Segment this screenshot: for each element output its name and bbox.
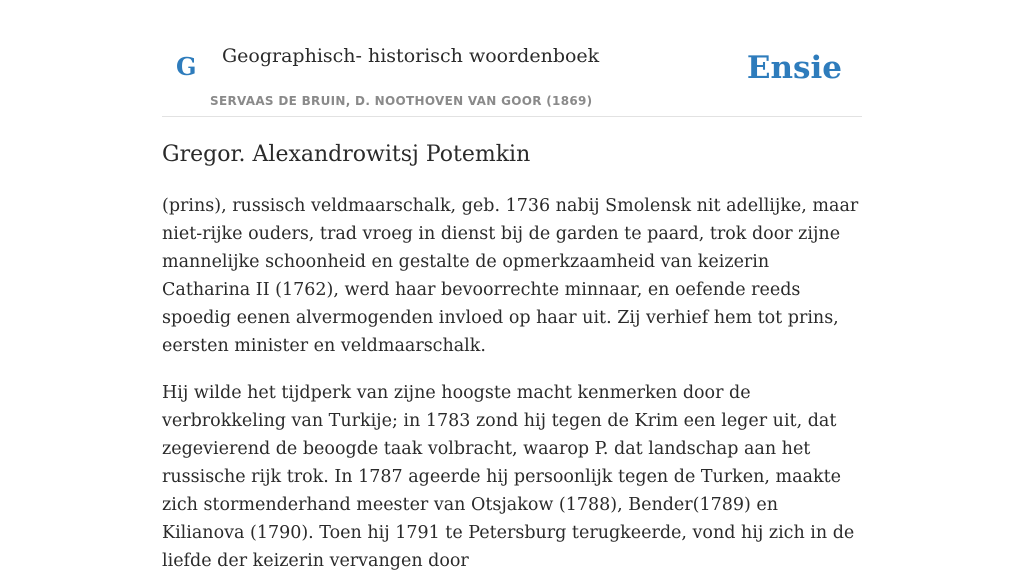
- book-header: [162, 0, 862, 117]
- entry-paragraph: Hij wilde het tijdperk van zijne hoogste macht kenmerken door de verbrokkeling van Turkije; in 1783 zond hij tegen de Krim een leger uit, dat zegevierend de beoogde taak volbracht, waarop P. dat landschap aan het russische rijk trok. In 1787 ageerde hij persoonlijk tegen de Turken, maakte zich stormenderhand meester van Otsjakow (1788), Bender(1789) en Kilianova (1790). Toen hij 1791 te Petersburg terugkeerde, vond hij zich in de liefde der keizerin vervangen door: [162, 383, 855, 571]
- ensie-logo[interactable]: Ensie: [746, 50, 842, 86]
- book-initial-badge: G: [176, 52, 197, 81]
- book-title[interactable]: Geographisch- historisch woordenboek: [222, 45, 600, 67]
- entry-content: [162, 140, 862, 575]
- entry-title: Gregor. Alexandrowitsj Potemkin: [162, 142, 531, 167]
- book-authors: SERVAAS DE BRUIN, D. NOOTHOVEN VAN GOOR (1869): [210, 94, 593, 108]
- entry-paragraph: (prins), russisch veldmaarschalk, geb. 1736 nabij Smolensk nit adellijke, maar niet-rijke ouders, trad vroeg in dienst bij de garden te paard, trok door zijne mannelijke schoonheid en gestalte de opmerkzaamheid van keizerin Catharina II (1762), werd haar bevoorrechte minnaar, en oefende reeds spoedig eenen alvermogenden invloed op haar uit. Zij verhief hem tot prins, eersten minister en veldmaarschalk.: [162, 196, 859, 356]
